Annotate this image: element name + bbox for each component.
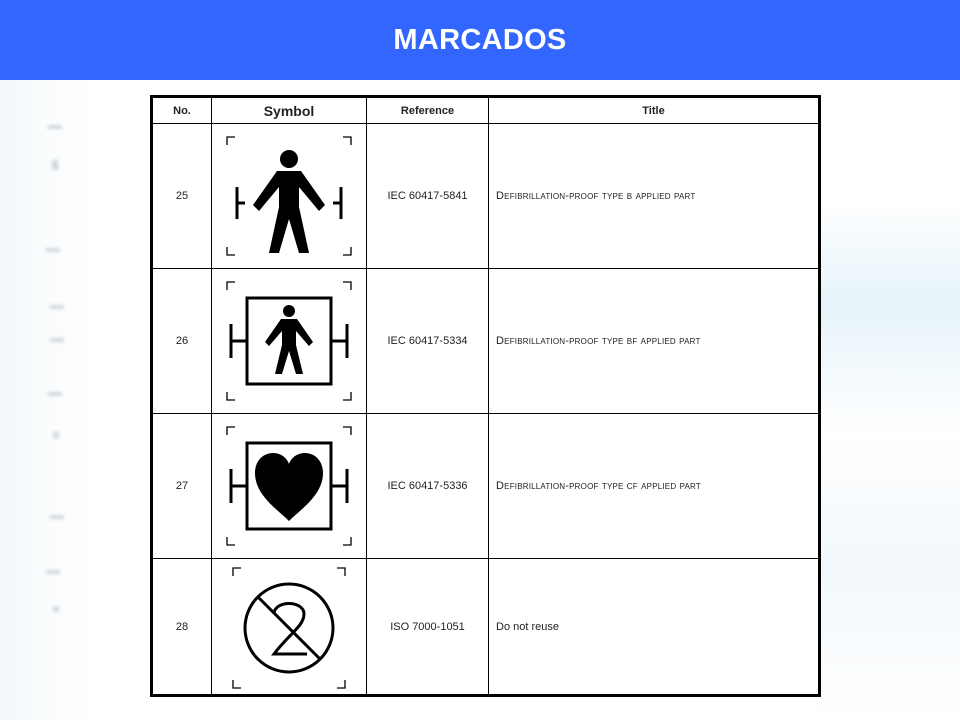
- background-left: [0, 80, 150, 720]
- background-mark: [52, 160, 58, 170]
- title-text: Defibrillation-proof type cf applied part: [496, 480, 701, 492]
- row-number: 26: [152, 269, 212, 414]
- slide-title: MARCADOS: [393, 23, 567, 56]
- row-number: 25: [152, 124, 212, 269]
- defibrillation-proof-type-b-icon: [219, 131, 359, 261]
- symbol-cell: [212, 414, 367, 559]
- background-mark: [50, 338, 64, 342]
- symbol-cell: [212, 124, 367, 269]
- table-row: [152, 414, 820, 559]
- column-header-reference: Reference: [367, 97, 489, 124]
- background-mark: [53, 432, 59, 438]
- slide-header: [0, 0, 960, 80]
- defibrillation-proof-type-bf-icon: [219, 276, 359, 406]
- reference-cell: IEC 60417-5334: [367, 269, 489, 414]
- column-header-title: Title: [489, 97, 820, 124]
- symbols-table-container: [150, 95, 818, 697]
- symbol-cell: [212, 559, 367, 696]
- symbols-table: [150, 95, 821, 697]
- title-cell: [489, 269, 820, 414]
- do-not-reuse-icon: [219, 562, 359, 692]
- column-header-symbol: Symbol: [212, 97, 367, 124]
- title-text: Defibrillation-proof type b applied part: [496, 190, 696, 202]
- background-right: [815, 200, 960, 720]
- table-row: [152, 269, 820, 414]
- background-mark: [48, 392, 62, 396]
- column-header-no: No.: [152, 97, 212, 124]
- reference-cell: IEC 60417-5841: [367, 124, 489, 269]
- reference-cell: ISO 7000-1051: [367, 559, 489, 696]
- background-mark: [50, 515, 64, 519]
- background-mark: [53, 606, 59, 612]
- table-header-row: [152, 97, 820, 124]
- background-mark: [46, 248, 60, 252]
- title-cell: [489, 124, 820, 269]
- table-row: [152, 559, 820, 696]
- defibrillation-proof-type-cf-icon: [219, 421, 359, 551]
- background-mark: [48, 125, 62, 129]
- background-mark: [50, 305, 64, 309]
- table-row: [152, 124, 820, 269]
- reference-cell: IEC 60417-5336: [367, 414, 489, 559]
- title-cell: [489, 414, 820, 559]
- symbol-cell: [212, 269, 367, 414]
- title-cell: [489, 559, 820, 696]
- title-text: Do not reuse: [496, 620, 559, 633]
- background-mark: [46, 570, 60, 574]
- row-number: 27: [152, 414, 212, 559]
- title-text: Defibrillation-proof type bf applied part: [496, 335, 701, 347]
- row-number: 28: [152, 559, 212, 696]
